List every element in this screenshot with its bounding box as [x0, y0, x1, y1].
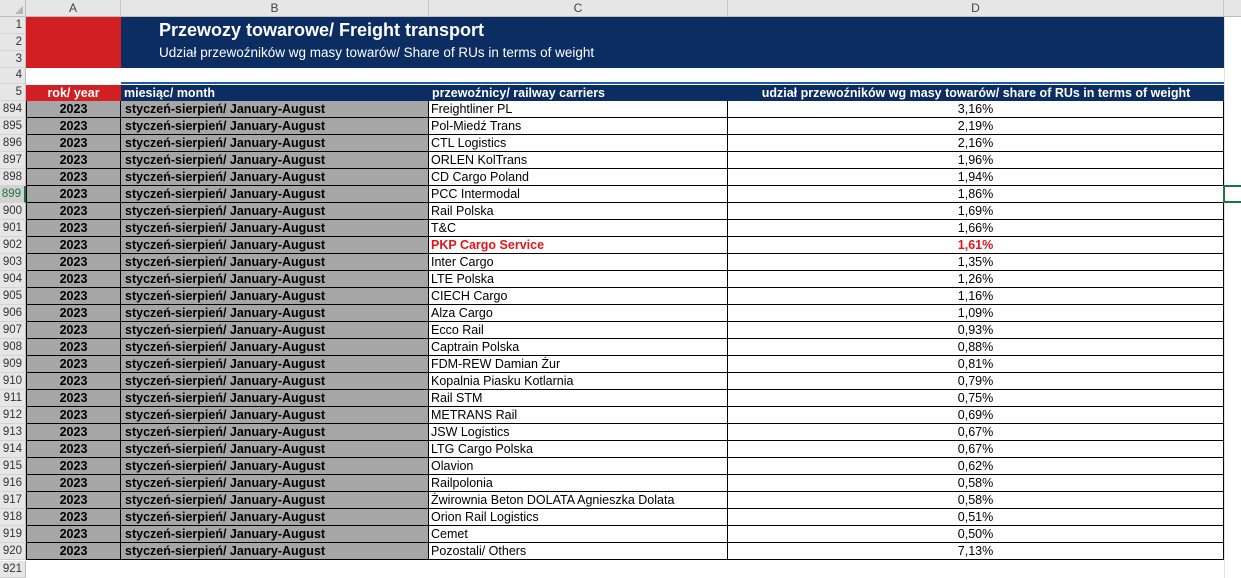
cell-share[interactable]: 0,75%: [728, 390, 1224, 407]
divider: [121, 82, 1224, 84]
row-header[interactable]: 4: [0, 68, 26, 84]
cell-carrier[interactable]: Orion Rail Logistics: [429, 509, 728, 526]
cell-year[interactable]: 2023: [26, 373, 121, 390]
row-header[interactable]: 909: [0, 356, 26, 373]
cell-month[interactable]: styczeń-sierpień/ January-August: [121, 543, 429, 560]
header-share[interactable]: udział przewoźników wg masy towarów/ share of RUs in terms of weight: [728, 85, 1224, 101]
logo-red-block: [26, 17, 121, 68]
row-header[interactable]: 905: [0, 288, 26, 305]
cell-carrier[interactable]: Ecco Rail: [429, 322, 728, 339]
cell-year[interactable]: 2023: [26, 458, 121, 475]
selected-cell[interactable]: [1223, 185, 1241, 203]
row-header[interactable]: 899: [0, 186, 26, 203]
cell-month[interactable]: styczeń-sierpień/ January-August: [121, 237, 429, 254]
cell-carrier[interactable]: Alza Cargo: [429, 305, 728, 322]
cell-share[interactable]: 0,62%: [728, 458, 1224, 475]
cell-month[interactable]: styczeń-sierpień/ January-August: [121, 373, 429, 390]
cell-month[interactable]: styczeń-sierpień/ January-August: [121, 509, 429, 526]
cell-month[interactable]: styczeń-sierpień/ January-August: [121, 407, 429, 424]
row-header[interactable]: 895: [0, 118, 26, 135]
row-header[interactable]: 897: [0, 152, 26, 169]
cell-month[interactable]: styczeń-sierpień/ January-August: [121, 118, 429, 135]
cell-month[interactable]: styczeń-sierpień/ January-August: [121, 288, 429, 305]
cell-share[interactable]: 0,58%: [728, 475, 1224, 492]
row-header[interactable]: 2: [0, 34, 26, 51]
cell-year[interactable]: 2023: [26, 271, 121, 288]
cell-month[interactable]: styczeń-sierpień/ January-August: [121, 356, 429, 373]
cell-share[interactable]: 1,35%: [728, 254, 1224, 271]
cell-year[interactable]: 2023: [26, 526, 121, 543]
cell-share[interactable]: 1,96%: [728, 152, 1224, 169]
cell-month[interactable]: styczeń-sierpień/ January-August: [121, 458, 429, 475]
row-header[interactable]: 917: [0, 492, 26, 509]
cell-year[interactable]: 2023: [26, 135, 121, 152]
cell-carrier[interactable]: Kopalnia Piasku Kotlarnia: [429, 373, 728, 390]
header-month[interactable]: miesiąc/ month: [121, 85, 429, 101]
cell-year[interactable]: 2023: [26, 254, 121, 271]
cell-share[interactable]: 1,61%: [728, 237, 1224, 254]
cell-share[interactable]: 3,16%: [728, 101, 1224, 118]
row-header[interactable]: 906: [0, 305, 26, 322]
column-header-a[interactable]: A: [26, 0, 121, 17]
cell-year[interactable]: 2023: [26, 169, 121, 186]
cell-carrier[interactable]: CD Cargo Poland: [429, 169, 728, 186]
row-header[interactable]: 919: [0, 526, 26, 543]
row-header[interactable]: 896: [0, 135, 26, 152]
cell-share[interactable]: 0,67%: [728, 424, 1224, 441]
cell-month[interactable]: styczeń-sierpień/ January-August: [121, 526, 429, 543]
gridline: [1224, 17, 1225, 578]
row-header[interactable]: 915: [0, 458, 26, 475]
cell-year[interactable]: 2023: [26, 203, 121, 220]
cell-month[interactable]: styczeń-sierpień/ January-August: [121, 101, 429, 118]
cell-month[interactable]: styczeń-sierpień/ January-August: [121, 475, 429, 492]
cell-month[interactable]: styczeń-sierpień/ January-August: [121, 135, 429, 152]
cell-carrier[interactable]: CIECH Cargo: [429, 288, 728, 305]
row-header[interactable]: 5: [0, 84, 26, 101]
page-title: Przewozy towarowe/ Freight transport: [159, 20, 485, 40]
row-header[interactable]: 902: [0, 237, 26, 254]
cell-year[interactable]: 2023: [26, 407, 121, 424]
cell-share[interactable]: 2,16%: [728, 135, 1224, 152]
cell-year[interactable]: 2023: [26, 288, 121, 305]
cell-carrier[interactable]: Żwirownia Beton DOLATA Agnieszka Dolata: [429, 492, 728, 509]
row-header[interactable]: 913: [0, 424, 26, 441]
cell-share[interactable]: 0,69%: [728, 407, 1224, 424]
cell-month[interactable]: styczeń-sierpień/ January-August: [121, 203, 429, 220]
row-header[interactable]: 918: [0, 509, 26, 526]
cell-share[interactable]: 0,51%: [728, 509, 1224, 526]
cell-carrier[interactable]: Inter Cargo: [429, 254, 728, 271]
cell-year[interactable]: 2023: [26, 543, 121, 560]
cell-carrier[interactable]: LTE Polska: [429, 271, 728, 288]
cell-year[interactable]: 2023: [26, 118, 121, 135]
row-header[interactable]: 907: [0, 322, 26, 339]
select-all-button[interactable]: [0, 0, 26, 17]
header-carriers[interactable]: przewoźnicy/ railway carriers: [429, 85, 728, 101]
cell-year[interactable]: 2023: [26, 509, 121, 526]
row-header[interactable]: 910: [0, 373, 26, 390]
column-header-b[interactable]: B: [121, 0, 429, 17]
row-header[interactable]: 914: [0, 441, 26, 458]
cell-carrier[interactable]: Pol-Miedź Trans: [429, 118, 728, 135]
cell-share[interactable]: 1,69%: [728, 203, 1224, 220]
cell-year[interactable]: 2023: [26, 424, 121, 441]
cell-year[interactable]: 2023: [26, 322, 121, 339]
cell-share[interactable]: 1,09%: [728, 305, 1224, 322]
cell-share[interactable]: 1,66%: [728, 220, 1224, 237]
cell-share[interactable]: 0,93%: [728, 322, 1224, 339]
cell-carrier[interactable]: Freightliner PL: [429, 101, 728, 118]
row-header[interactable]: 901: [0, 220, 26, 237]
cell-month[interactable]: styczeń-sierpień/ January-August: [121, 322, 429, 339]
cell-share[interactable]: 7,13%: [728, 543, 1224, 560]
cell-carrier[interactable]: LTG Cargo Polska: [429, 441, 728, 458]
cell-carrier[interactable]: T&C: [429, 220, 728, 237]
cell-carrier[interactable]: PKP Cargo Service: [429, 237, 728, 254]
row-header[interactable]: 898: [0, 169, 26, 186]
cell-carrier[interactable]: FDM-REW Damian Żur: [429, 356, 728, 373]
row-header[interactable]: 903: [0, 254, 26, 271]
header-year[interactable]: rok/ year: [26, 85, 121, 101]
cell-carrier[interactable]: METRANS Rail: [429, 407, 728, 424]
cell-carrier[interactable]: ORLEN KolTrans: [429, 152, 728, 169]
cell-year[interactable]: 2023: [26, 339, 121, 356]
cell-carrier[interactable]: Rail Polska: [429, 203, 728, 220]
row-header[interactable]: 894: [0, 101, 26, 118]
column-header-e[interactable]: [1224, 0, 1241, 17]
cell-share[interactable]: 1,86%: [728, 186, 1224, 203]
row-header[interactable]: 1: [0, 17, 26, 34]
cell-month[interactable]: styczeń-sierpień/ January-August: [121, 390, 429, 407]
cell-carrier[interactable]: CTL Logistics: [429, 135, 728, 152]
cell-carrier[interactable]: Cemet: [429, 526, 728, 543]
cell-year[interactable]: 2023: [26, 237, 121, 254]
cell-carrier[interactable]: PCC Intermodal: [429, 186, 728, 203]
cell-carrier[interactable]: Olavion: [429, 458, 728, 475]
column-header-c[interactable]: C: [429, 0, 728, 17]
row-header[interactable]: 920: [0, 543, 26, 560]
cell-month[interactable]: styczeń-sierpień/ January-August: [121, 220, 429, 237]
row-header[interactable]: 904: [0, 271, 26, 288]
cell-carrier[interactable]: JSW Logistics: [429, 424, 728, 441]
cell-month[interactable]: styczeń-sierpień/ January-August: [121, 169, 429, 186]
cell-share[interactable]: 0,88%: [728, 339, 1224, 356]
cell-year[interactable]: 2023: [26, 186, 121, 203]
cell-year[interactable]: 2023: [26, 220, 121, 237]
cell-share[interactable]: 1,26%: [728, 271, 1224, 288]
cell-month[interactable]: styczeń-sierpień/ January-August: [121, 271, 429, 288]
column-header-d[interactable]: D: [728, 0, 1224, 17]
cell-year[interactable]: 2023: [26, 475, 121, 492]
cell-month[interactable]: styczeń-sierpień/ January-August: [121, 424, 429, 441]
cell-month[interactable]: styczeń-sierpień/ January-August: [121, 152, 429, 169]
cell-share[interactable]: 0,58%: [728, 492, 1224, 509]
cell-carrier[interactable]: Rail STM: [429, 390, 728, 407]
row-header[interactable]: 900: [0, 203, 26, 220]
cell-share[interactable]: 1,94%: [728, 169, 1224, 186]
row-header[interactable]: 908: [0, 339, 26, 356]
cell-share[interactable]: 0,67%: [728, 441, 1224, 458]
cell-carrier[interactable]: Captrain Polska: [429, 339, 728, 356]
row-header[interactable]: 911: [0, 390, 26, 407]
cell-share[interactable]: 1,16%: [728, 288, 1224, 305]
page-subtitle: Udział przewoźników wg masy towarów/ Share of RUs in terms of weight: [159, 45, 595, 60]
cell-year[interactable]: 2023: [26, 152, 121, 169]
cell-year[interactable]: 2023: [26, 305, 121, 322]
cell-month[interactable]: styczeń-sierpień/ January-August: [121, 339, 429, 356]
cell-year[interactable]: 2023: [26, 101, 121, 118]
cell-carrier[interactable]: Pozostali/ Others: [429, 543, 728, 560]
cell-year[interactable]: 2023: [26, 356, 121, 373]
row-header[interactable]: 912: [0, 407, 26, 424]
cell-month[interactable]: styczeń-sierpień/ January-August: [121, 254, 429, 271]
cell-month[interactable]: styczeń-sierpień/ January-August: [121, 441, 429, 458]
cell-month[interactable]: styczeń-sierpień/ January-August: [121, 186, 429, 203]
cell-share[interactable]: 0,50%: [728, 526, 1224, 543]
cell-year[interactable]: 2023: [26, 492, 121, 509]
cell-month[interactable]: styczeń-sierpień/ January-August: [121, 492, 429, 509]
row-header[interactable]: 916: [0, 475, 26, 492]
cell-share[interactable]: 2,19%: [728, 118, 1224, 135]
cell-share[interactable]: 0,79%: [728, 373, 1224, 390]
cell-carrier[interactable]: Railpolonia: [429, 475, 728, 492]
row-header[interactable]: 3: [0, 51, 26, 68]
cell-year[interactable]: 2023: [26, 441, 121, 458]
cell-year[interactable]: 2023: [26, 390, 121, 407]
cell-share[interactable]: 0,81%: [728, 356, 1224, 373]
cell-month[interactable]: styczeń-sierpień/ January-August: [121, 305, 429, 322]
row-header[interactable]: 921: [0, 561, 26, 578]
